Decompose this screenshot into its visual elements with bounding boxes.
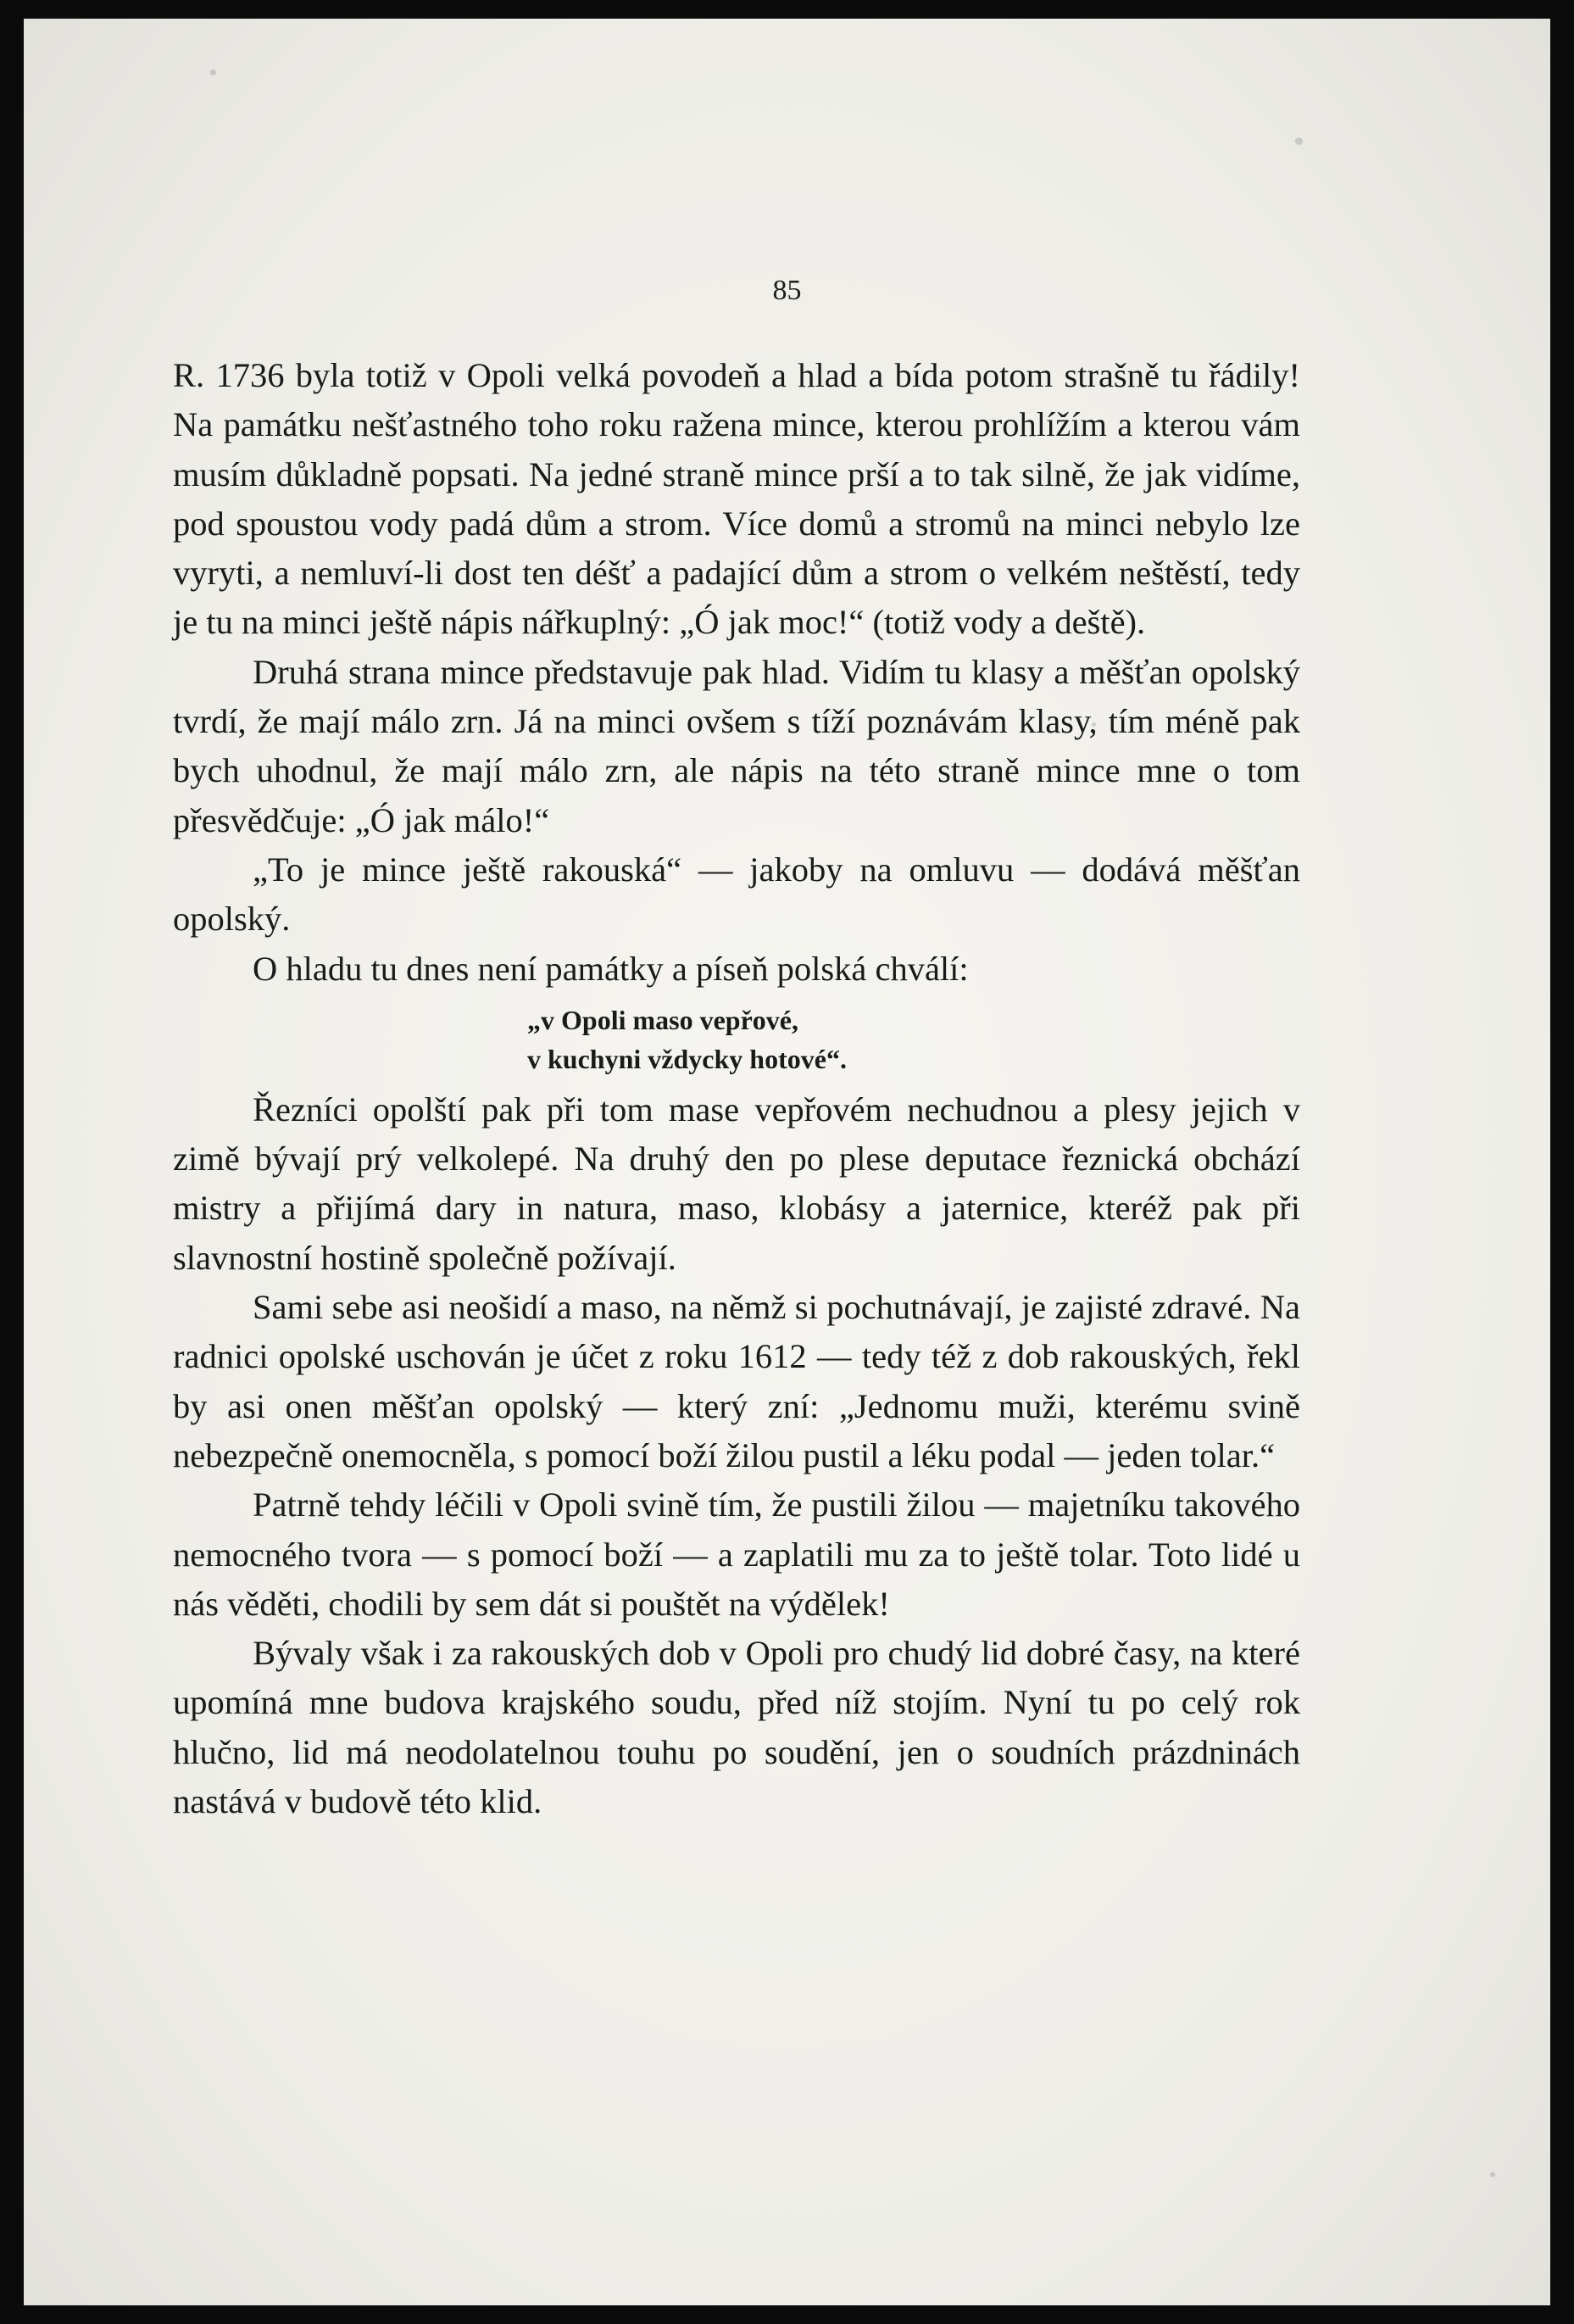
poem-line-2: v kuchyni vždycky hotové“. [527,1043,847,1074]
paragraph-5: Řezníci opolští pak při tom mase vepřovém nechudnou a plesy jejich v zimě bývají prý velkolepé. Na druhý den po plese deputace řeznická obchází mistry a přijímá dary in natura, maso, klobásy a jaternice, kteréž pak při slavnostní hostině společně požívají. [173,1090,1300,1277]
paragraph-8: Bývaly však i za rakouských dob v Opoli pro chudý lid dobré časy, na které upomíná mne budova krajského soudu, před níž stojím. Nyní tu po celý rok hlučno, lid má neodolatelnou touhu po soudění, jen o soudních prázdninách nastává v budově této klid. [173,1634,1300,1821]
poem-line-1: „v Opoli maso vepřové, [527,1004,798,1035]
folk-song-quote [173,1000,1300,1078]
scan-speck [210,70,216,75]
body-text [173,351,1300,1826]
page-number: 85 [772,275,802,306]
paragraph-2: Druhá strana mince představuje pak hlad. Vidím tu klasy a měšťan opolský tvrdí, že mají málo zrn. Já na minci ovšem s tíží poznávám klasy, tím méně pak bych uhodnul, že mají málo zrn, ale nápis na této straně mince mne o tom přesvědčuje: „Ó jak málo!“ [173,652,1300,839]
scan-speck [1490,2172,1495,2177]
scanned-page [24,19,1550,2305]
paragraph-3: „To je mince ještě rakouská“ — jakoby na omluvu — dodává měšťan opolský. [173,850,1300,939]
paragraph-6: Sami sebe asi neošidí a maso, na němž si pochutnávají, je zajisté zdravé. Na radnici opolské uschován je účet z roku 1612 — tedy též z dob rakouských, řekl by asi onen měšťan opolský — který zní: „Jednomu muži, kterému svině nebezpečně onemocněla, s pomocí boží žilou pustil a léku podal — jeden tolar.“ [173,1288,1300,1474]
paragraph-4: O hladu tu dnes není památky a píseň polská chválí: [253,949,969,988]
scan-speck [1092,722,1096,727]
paragraph-1: R. 1736 byla totiž v Opoli velká povodeň a hlad a bída potom strašně tu řádily! Na památku nešťastného toho roku ražena mince, kterou prohlížím a kterou vám musím důkladně popsati. Na jedné straně mince prší a to tak silně, že jak vidíme, pod spoustou vody padá dům a strom. Více domů a stromů na minci nebylo lze vyryti, a nemluví-li dost ten déšť a padající dům a strom o velkém neštěstí, tedy je tu na minci ještě nápis nářkuplný: „Ó jak moc!“ (totiž vody a deště). [173,356,1300,642]
paragraph-7: Patrně tehdy léčili v Opoli svině tím, že pustili žilou — majetníku takového nemocného tvora — s pomocí boží — a zaplatili mu za to ještě tolar. Toto lidé u nás věděti, chodili by sem dát si pouštět na výdělek! [173,1485,1300,1623]
scan-speck [1295,137,1303,145]
